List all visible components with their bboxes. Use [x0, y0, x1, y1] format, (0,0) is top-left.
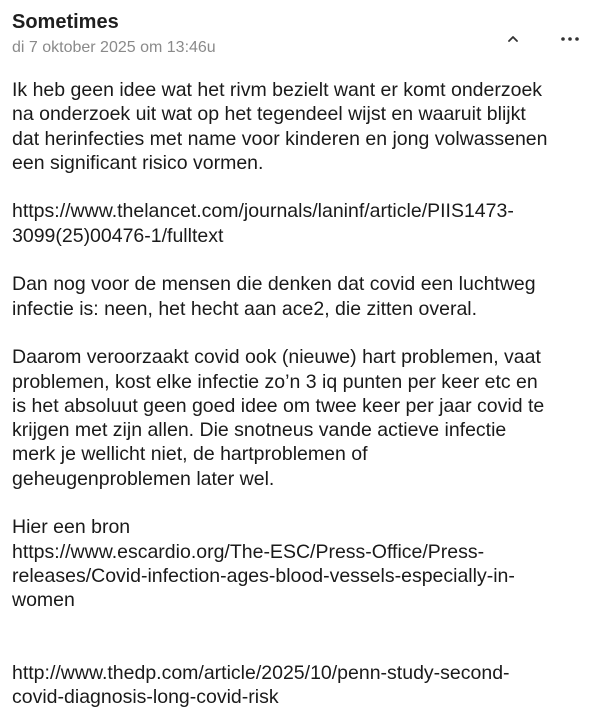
post-link-thedp[interactable]: http://www.thedp.com/article/2025/10/penn-study-second- covid-diagnosis-long-covid-risk	[12, 662, 510, 709]
more-horizontal-icon	[559, 35, 581, 43]
post-paragraph: Ik heb geen idee wat het rivm bezielt want er komt onderzoek na onderzoek uit wat op het tegendeel wijst en waaruit blijkt dat herinfecties met name voor kinderen en jong volwassenen een significant risico vormen.	[12, 79, 548, 174]
post-body	[12, 78, 602, 710]
collapse-button[interactable]	[502, 28, 524, 50]
post-paragraph: Dan nog voor de mensen die denken dat covid een luchtweg infectie is: neen, het hecht aan ace2, die zitten overal.	[12, 273, 536, 320]
post-source-escardio[interactable]: Hier een bron https://www.escardio.org/The-ESC/Press-Office/Press- releases/Covid-infection-ages-blood-vessels-especially-in- women	[12, 516, 515, 612]
author-name[interactable]: Sometimes	[12, 11, 119, 33]
more-options-button[interactable]	[557, 28, 583, 50]
post-paragraph: Daarom veroorzaakt covid ook (nieuwe) hart problemen, vaat problemen, kost elke infectie zo’n 3 iq punten per keer etc en is het absoluut geen goed idee om twee keer per jaar covid te krijgen met zijn allen. Die snotneus vande actieve infectie merk je wellicht niet, de hartproblemen of geheugenproblemen later wel.	[12, 346, 545, 490]
post-timestamp: di 7 oktober 2025 om 13:46u	[12, 39, 216, 56]
chevron-up-icon	[506, 34, 520, 44]
post-link-lancet[interactable]: https://www.thelancet.com/journals/laninf/article/PIIS1473- 3099(25)00476-1/fulltext	[12, 200, 514, 247]
post-header	[12, 10, 602, 60]
